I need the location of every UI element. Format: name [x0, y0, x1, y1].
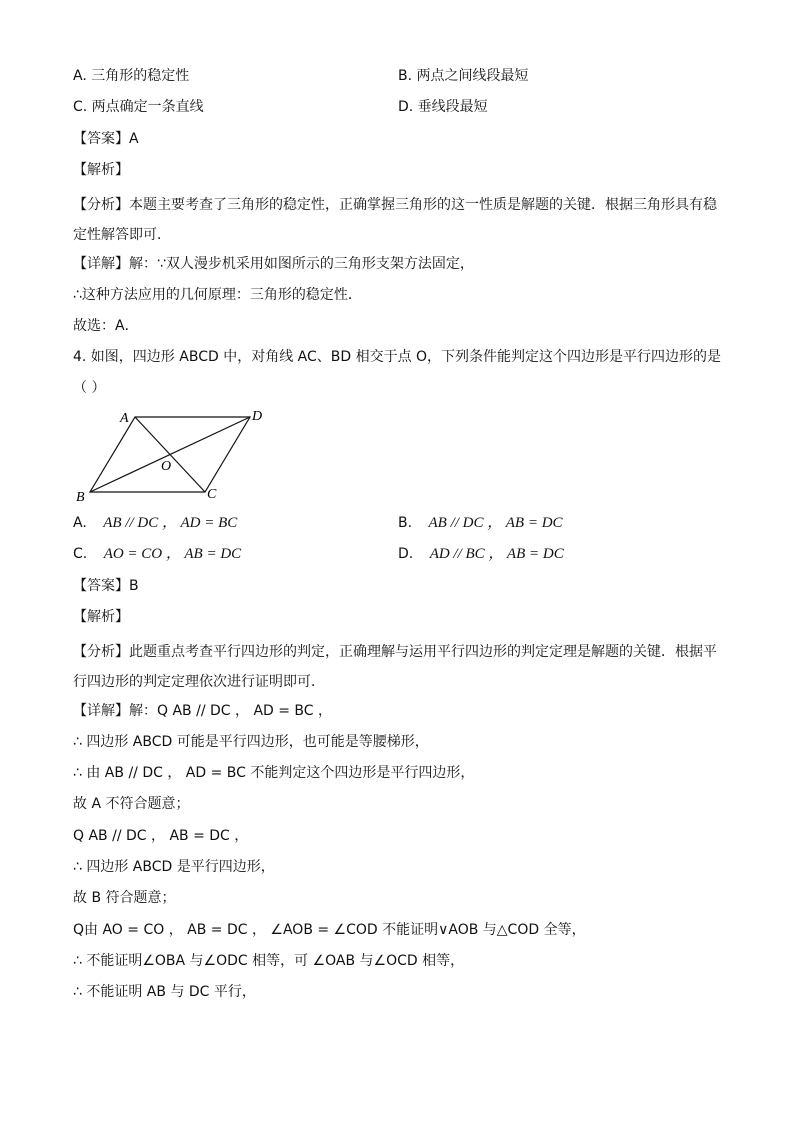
q4-detail-line: 【详解】解：Q AB // DC ， AD = BC ，	[73, 703, 333, 719]
q4-detail-line: Q由 AO = CO ， AB = DC ， ∠AOB = ∠COD 不能证明∨AOB 与△COD 全等，	[73, 922, 586, 938]
q4-option-b-prefix: B.	[398, 515, 413, 531]
q4-option-c	[73, 544, 241, 564]
q4-option-d-prefix: D.	[398, 546, 414, 562]
q4-option-d	[398, 544, 564, 564]
q3-option-a: A. 三角形的稳定性	[73, 68, 190, 84]
q4-option-b-math: AB // DC ， AB = DC	[428, 515, 563, 531]
q4-option-d-math: AD // BC ， AB = DC	[429, 546, 564, 562]
point-label-o: O	[161, 459, 172, 474]
vertex-label-d: D	[252, 409, 263, 424]
q3-therefore: ∴这种方法应用的几何原理：三角形的稳定性．	[73, 287, 362, 303]
q4-detail-line: ∴ 不能证明 AB 与 DC 平行，	[73, 984, 256, 1000]
q3-choice: 故选：A．	[73, 318, 139, 334]
q3-jiexi-heading: 【解析】	[73, 162, 129, 178]
q3-option-b: B. 两点之间线段最短	[398, 68, 529, 84]
q4-option-a-math: AB // DC ， AD = BC	[103, 515, 238, 531]
vertex-label-c: C	[207, 487, 217, 502]
q3-option-d: D. 垂线段最短	[398, 99, 488, 115]
q4-jiexi-heading: 【解析】	[73, 609, 129, 625]
q4-option-a-prefix: A.	[73, 515, 87, 531]
q4-analysis: 【分析】此题重点考查平行四边形的判定，正确理解与运用平行四边形的判定定理是解题的关键．根据平行四边形的判定定理依次进行证明即可．	[73, 644, 717, 690]
vertex-label-b: B	[76, 490, 85, 505]
q4-detail-line: 故 A 不符合题意；	[73, 796, 190, 812]
diagonal-bd	[90, 417, 250, 492]
q4-option-a	[73, 513, 237, 533]
q4-detail-line: ∴ 不能证明∠OBA 与∠ODC 相等，可 ∠OAB 与∠OCD 相等，	[73, 953, 465, 969]
q3-analysis: 【分析】本题主要考查了三角形的稳定性，正确掌握三角形的这一性质是解题的关键．根据三角形具有稳定性解答即可．	[73, 197, 717, 243]
q4-option-c-prefix: C.	[73, 546, 88, 562]
q4-stem-blank: （ ）	[73, 380, 106, 396]
q4-detail-line: 故 B 符合题意；	[73, 890, 176, 906]
q3-option-c: C. 两点确定一条直线	[73, 99, 204, 115]
q4-answer: 【答案】B	[73, 578, 139, 594]
q4-detail-line: ∴ 四边形 ABCD 可能是平行四边形，也可能是等腰梯形，	[73, 734, 429, 750]
q4-detail-line: ∴ 由 AB // DC ， AD = BC 不能判定这个四边形是平行四边形，	[73, 765, 475, 781]
q4-detail-line: Q AB // DC ， AB = DC ，	[73, 828, 249, 844]
q4-stem: 4. 如图，四边形 ABCD 中，对角线 AC、BD 相交于点 O，下列条件能判定这个四边形是平行四边形的是	[73, 349, 722, 365]
q3-answer: 【答案】A	[73, 131, 139, 147]
vertex-label-a: A	[120, 411, 129, 426]
q4-option-b	[398, 513, 563, 533]
q3-detail: 【详解】解：∵双人漫步机采用如图所示的三角形支架方法固定，	[73, 256, 474, 272]
parallelogram-figure	[73, 405, 273, 505]
q4-option-c-math: AO = CO ， AB = DC	[103, 546, 242, 562]
q4-detail-line: ∴ 四边形 ABCD 是平行四边形，	[73, 859, 275, 875]
